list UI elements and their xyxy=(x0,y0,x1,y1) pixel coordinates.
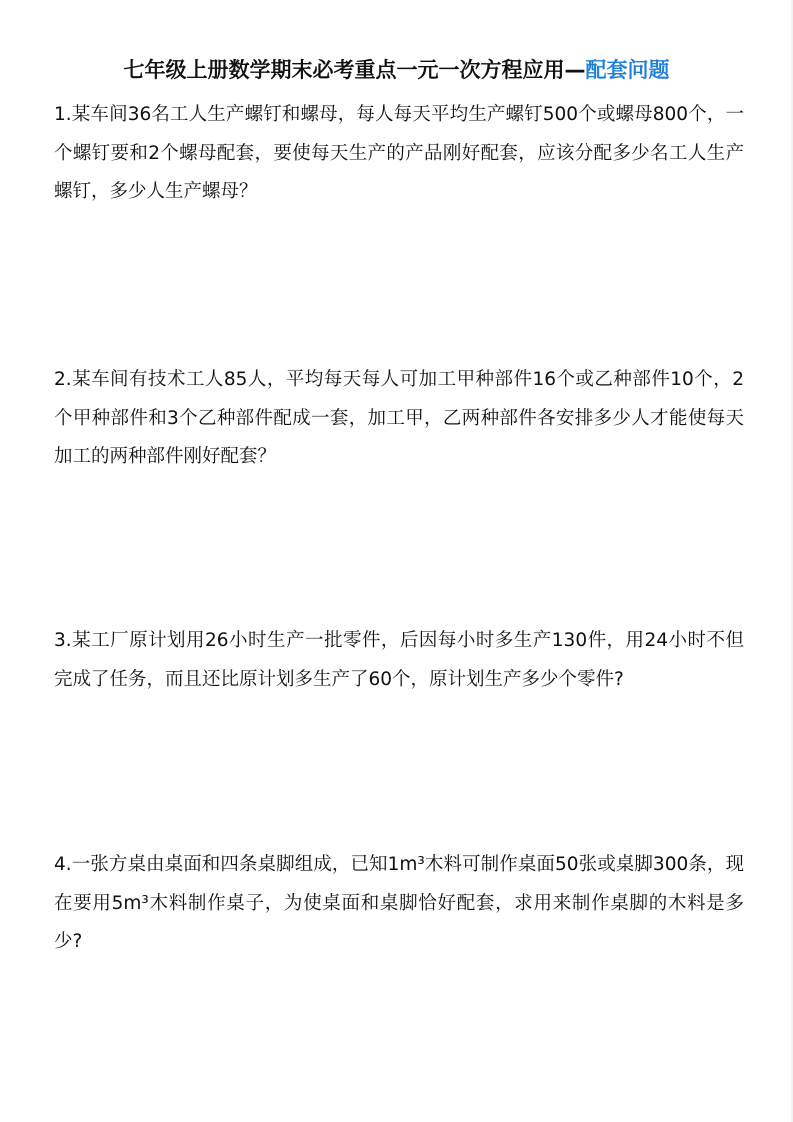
page-title xyxy=(0,54,793,84)
title-main: 七年级上册数学期末必考重点一元一次方程应用— xyxy=(123,58,586,82)
question-4: 4.一张方桌由桌面和四条桌脚组成，已知1m³木料可制作桌面50张或桌脚300条，现在要用5m³木料制作桌子，为使桌面和桌脚恰好配套，求用来制作桌脚的木料是多少? xyxy=(54,854,744,952)
question-2: 2.某车间有技术工人85人，平均每天每人可加工甲种部件16个或乙种部件10个，2个甲种部件和3个乙种部件配成一套，加工甲，乙两种部件各安排多少人才能使每天加工的两种部件刚好配套？ xyxy=(54,369,744,467)
question-3: 3.某工厂原计划用26小时生产一批零件，后因每小时多生产130件，用24小时不但完成了任务，而且还比原计划多生产了60个，原计划生产多少个零件? xyxy=(54,630,744,690)
question-1: 1.某车间36名工人生产螺钉和螺母，每人每天平均生产螺钉500个或螺母800个，一个螺钉要和2个螺母配套，要使每天生产的产品刚好配套，应该分配多少名工人生产螺钉，多少人生产螺母？ xyxy=(54,104,744,202)
title-highlight: 配套问题 xyxy=(585,58,670,82)
